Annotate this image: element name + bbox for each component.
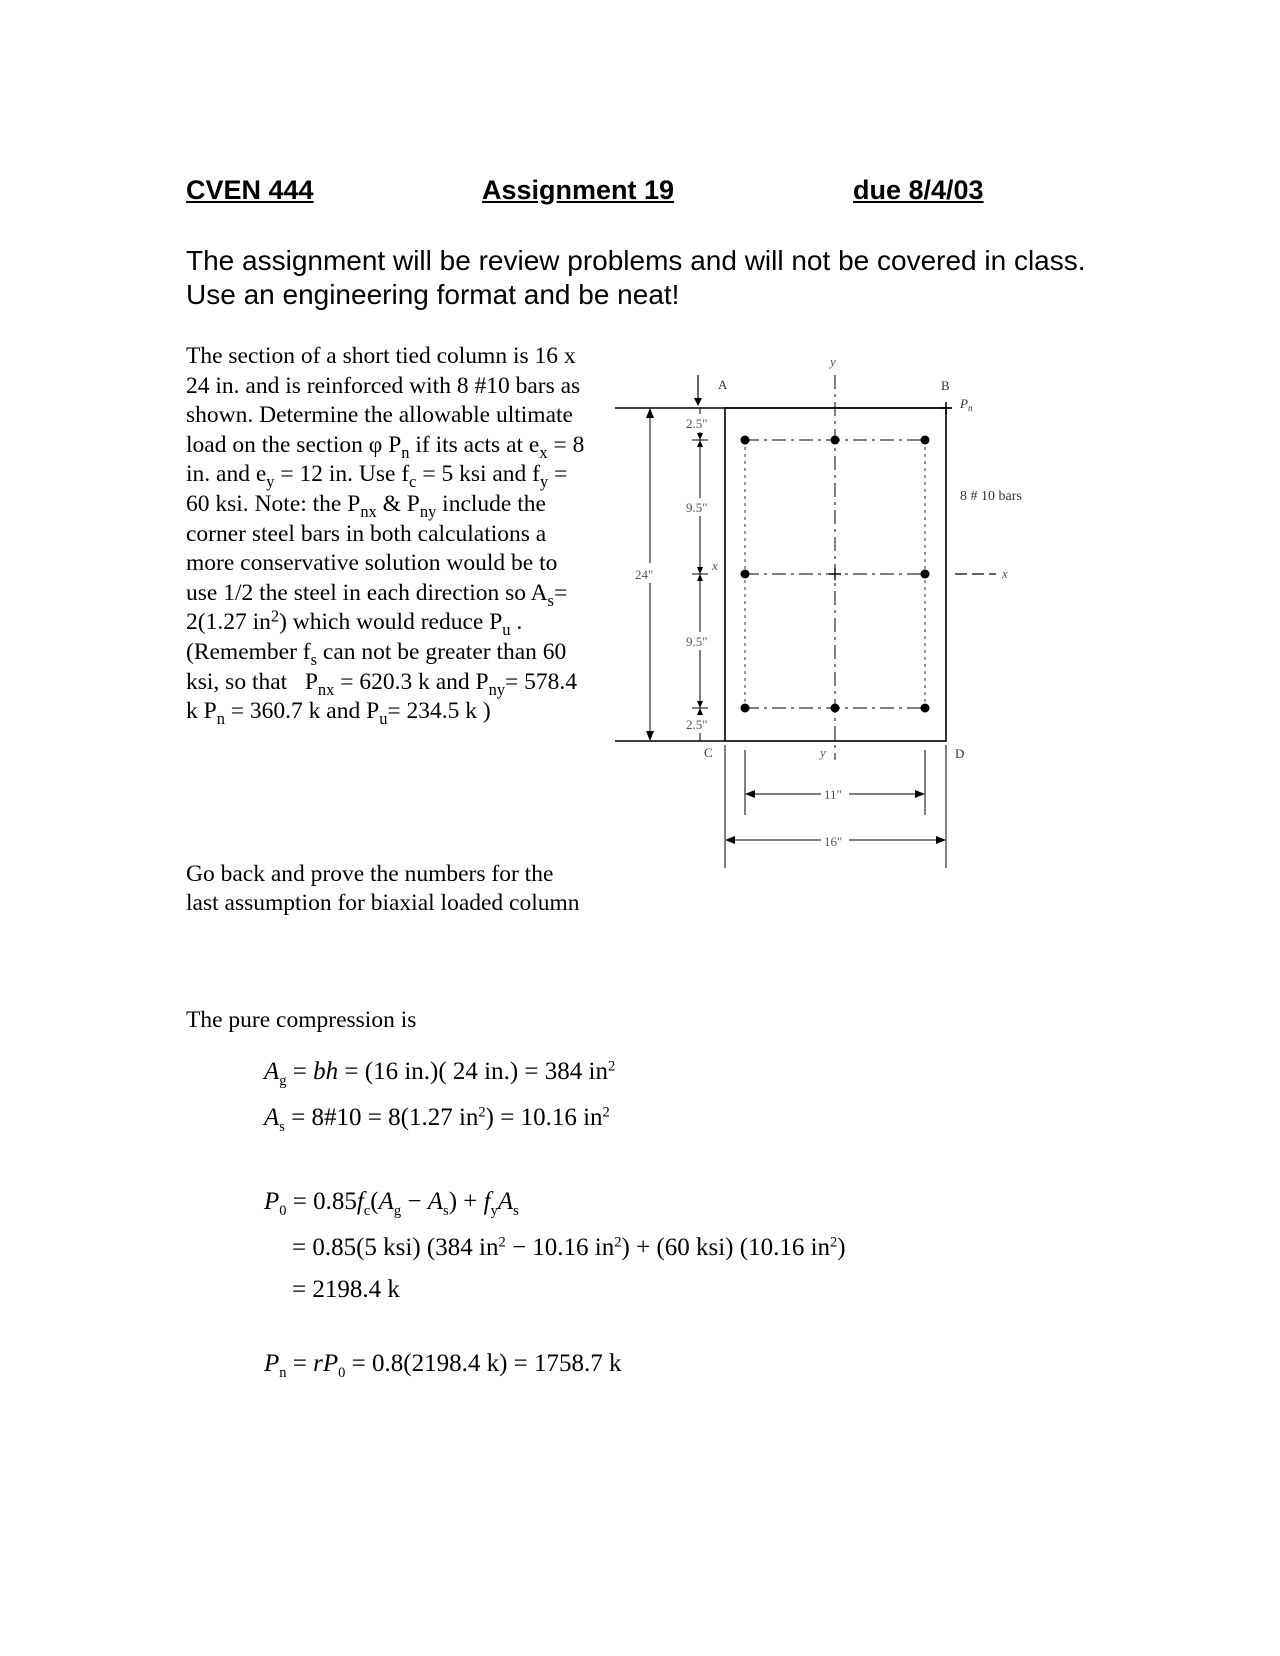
rebar: [921, 570, 930, 579]
dim-upper-spacing-label: 9.5": [686, 500, 708, 515]
y-axis-label-bottom: y: [820, 745, 826, 760]
dim-24-label: 24": [635, 567, 654, 582]
rebar: [831, 704, 840, 713]
dim-24-arrow-bottom: [646, 731, 654, 741]
y-axis-label-top: y: [830, 354, 836, 369]
pn-load-point: [940, 402, 952, 414]
corner-label-d: D: [955, 746, 965, 761]
corner-label-b: B: [941, 378, 950, 393]
corner-label-a: A: [718, 377, 728, 392]
x-small-label: x: [712, 558, 718, 573]
x-axis-label: x: [1002, 566, 1008, 581]
pn-load-label: $P_n$: [960, 396, 973, 413]
equation-p0-line1: $P_0 = 0.85f_c(A_g - A_s) + f_yA_s$: [264, 1188, 519, 1219]
intro-text: The assignment will be review problems and will not be covered in class. Use an engineering format and be neat!: [186, 245, 1086, 310]
equation-p0-line3: = 2198.4 k: [292, 1276, 400, 1303]
equation-pn: $P_n = rP_0 = 0.8(2198.4$ k) = 1758.7 k: [264, 1350, 622, 1381]
header-due-date: due 8/4/03: [853, 175, 984, 205]
header-course: CVEN 444: [186, 175, 314, 205]
dim-24-arrow-top: [646, 408, 654, 418]
dim-top-cover-label: 2.5": [686, 416, 708, 431]
header-assignment: Assignment 19: [482, 175, 675, 205]
load-arrow-head: [694, 398, 702, 406]
rebar: [741, 704, 750, 713]
problem-statement: The section of a short tied column is 16 x 24 in. and is reinforced with 8 #10 bars as shown. Determine the allowable ultimate load on the section φ $P_n$ if its acts at $e_x = 8$ in. and $e_y = 12$ in. Use $f_c = 5$ ksi and $f_y = 60$ ksi. Note: the $P_{nx}$ & $P_{ny}$ include the corner steel bars in both calculations a more conservative solution would be to use 1/2 the steel in each direction so $A_s= 2(1.27$ $in^2$) which would reduce $P_u$ . (Remember $f_s$ can not be greater than 60 ksi, so that $P_{nx} = 620.3$ k and $P_{ny}= 578.4$ k $P_n = 360.7$ k and $P_u= 234.5$ k ): [186, 343, 585, 728]
equation-as: $A_s$ = 8#10 = 8(1.27 $in^2) = 10.16$ $in^2$: [264, 1104, 610, 1135]
dim-16-label: 16": [824, 834, 843, 849]
rebar: [831, 436, 840, 445]
rebar: [921, 436, 930, 445]
equation-p0-line2: = 0.85(5 ksi) (384 $in^2 - 10.16$ $in^2) + (60$ ksi) (10.16 $in^2$): [292, 1234, 846, 1261]
corner-label-c: C: [704, 745, 713, 760]
column-section-diagram: [590, 350, 1050, 880]
centroid-cross: [829, 568, 841, 580]
dim-lower-spacing-label: 9.5": [686, 634, 708, 649]
rebar: [921, 704, 930, 713]
bars-label: 8 # 10 bars: [960, 489, 1022, 504]
dim-11-label: 11": [824, 787, 842, 802]
equation-ag: $A_g$ = bh = (16 in.)( 24 in.) = 384 $in^2$: [264, 1058, 616, 1089]
pure-compression-text: The pure compression is: [186, 1007, 417, 1033]
goback-text: Go back and prove the numbers for the last assumption for biaxial loaded column: [186, 861, 580, 916]
dim-bottom-cover-label: 2.5": [686, 717, 708, 732]
rebar: [741, 436, 750, 445]
rebar: [741, 570, 750, 579]
